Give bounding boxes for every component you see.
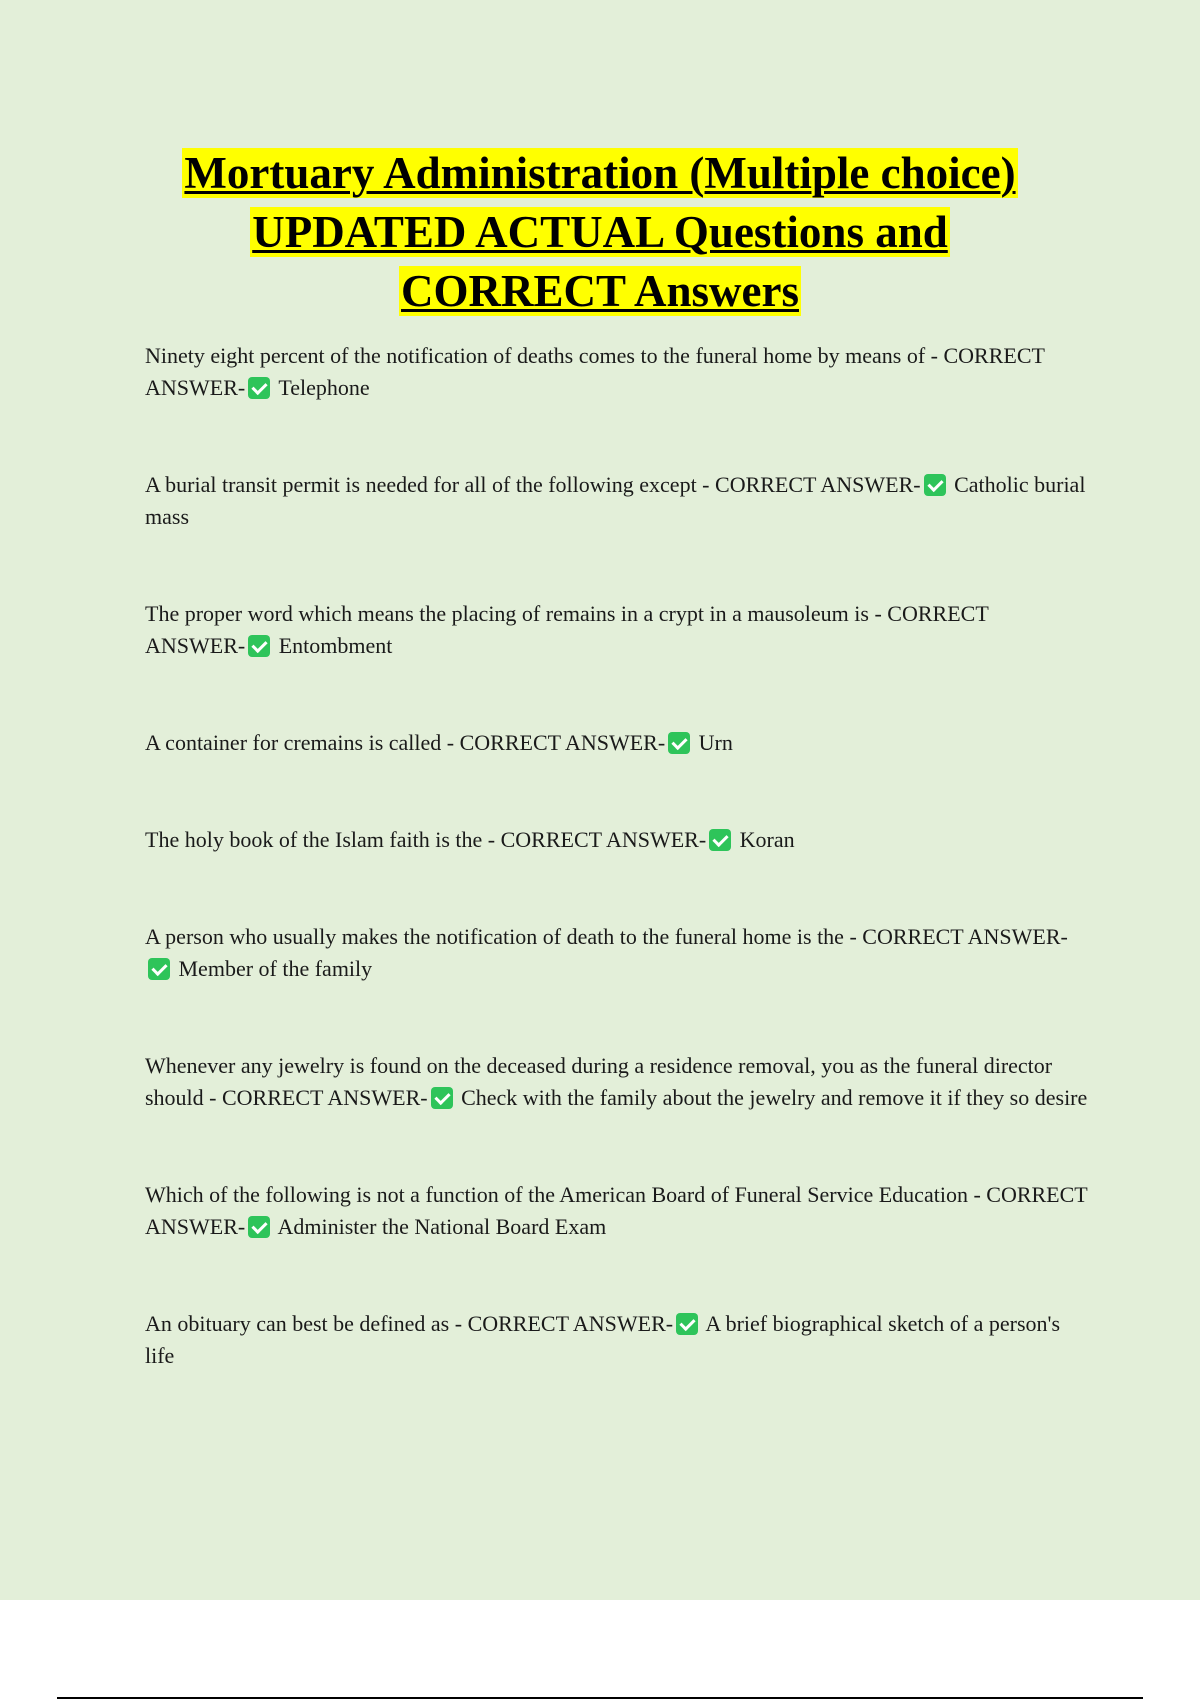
document-title — [100, 144, 1100, 321]
question-text: A burial transit permit is needed for all of the following except - — [145, 472, 710, 497]
answer-text: A brief biographical sketch of a person's life — [145, 1311, 1061, 1368]
check-mark-icon — [248, 377, 270, 399]
title-line-3: CORRECT Answers — [401, 266, 799, 316]
question-text: A container for cremains is called - — [145, 730, 455, 755]
answer-marker: CORRECT ANSWER- — [500, 827, 707, 852]
question-item — [145, 1050, 1090, 1114]
check-mark-icon — [431, 1087, 453, 1109]
question-text: A person who usually makes the notification of death to the funeral home is the - — [145, 924, 857, 949]
question-item — [145, 1308, 1090, 1372]
answer-marker: CORRECT ANSWER- — [862, 924, 1068, 949]
check-mark-icon — [709, 829, 731, 851]
question-item — [145, 340, 1090, 404]
answer-text: Urn — [698, 730, 733, 755]
question-text: The proper word which means the placing of remains in a crypt in a mausoleum is - — [145, 601, 882, 626]
answer-marker: CORRECT ANSWER- — [715, 472, 921, 497]
question-text: The holy book of the Islam faith is the - — [145, 827, 496, 852]
answer-text: Administer the National Board Exam — [277, 1214, 607, 1239]
question-item — [145, 921, 1090, 985]
question-item — [145, 727, 1090, 759]
answer-text: Check with the family about the jewelry and remove it if they so desire — [461, 1085, 1088, 1110]
question-text: Whenever any jewelry is found on the deceased during a residence removal, you as the funeral director should - — [145, 1053, 1053, 1110]
check-mark-icon — [924, 474, 946, 496]
question-text: Which of the following is not a function of the American Board of Funeral Service Education - — [145, 1182, 981, 1207]
answer-text: Member of the family — [178, 956, 373, 981]
answer-marker: CORRECT ANSWER- — [145, 343, 1045, 400]
check-mark-icon — [248, 635, 270, 657]
title-line-2: UPDATED ACTUAL Questions and — [252, 207, 948, 257]
question-list — [145, 340, 1090, 1372]
answer-text: Koran — [739, 827, 795, 852]
answer-marker: CORRECT ANSWER- — [222, 1085, 428, 1110]
answer-marker: CORRECT ANSWER- — [145, 1182, 1088, 1239]
check-mark-icon — [248, 1216, 270, 1238]
question-item — [145, 598, 1090, 662]
check-mark-icon — [148, 958, 170, 980]
question-item — [145, 469, 1090, 533]
answer-marker: CORRECT ANSWER- — [145, 601, 989, 658]
footer-divider — [57, 1697, 1143, 1699]
check-mark-icon — [668, 732, 690, 754]
answer-text: Entombment — [278, 633, 393, 658]
answer-text: Catholic burial mass — [145, 472, 1086, 529]
question-item — [145, 824, 1090, 856]
question-text: An obituary can best be defined as - — [145, 1311, 463, 1336]
answer-marker: CORRECT ANSWER- — [459, 730, 666, 755]
answer-marker: CORRECT ANSWER- — [467, 1311, 674, 1336]
question-text: Ninety eight percent of the notification of deaths comes to the funeral home by means of - — [145, 343, 938, 368]
answer-text: Telephone — [278, 375, 370, 400]
question-item — [145, 1179, 1090, 1243]
check-mark-icon — [676, 1313, 698, 1335]
title-line-1: Mortuary Administration (Multiple choice) — [184, 148, 1016, 198]
